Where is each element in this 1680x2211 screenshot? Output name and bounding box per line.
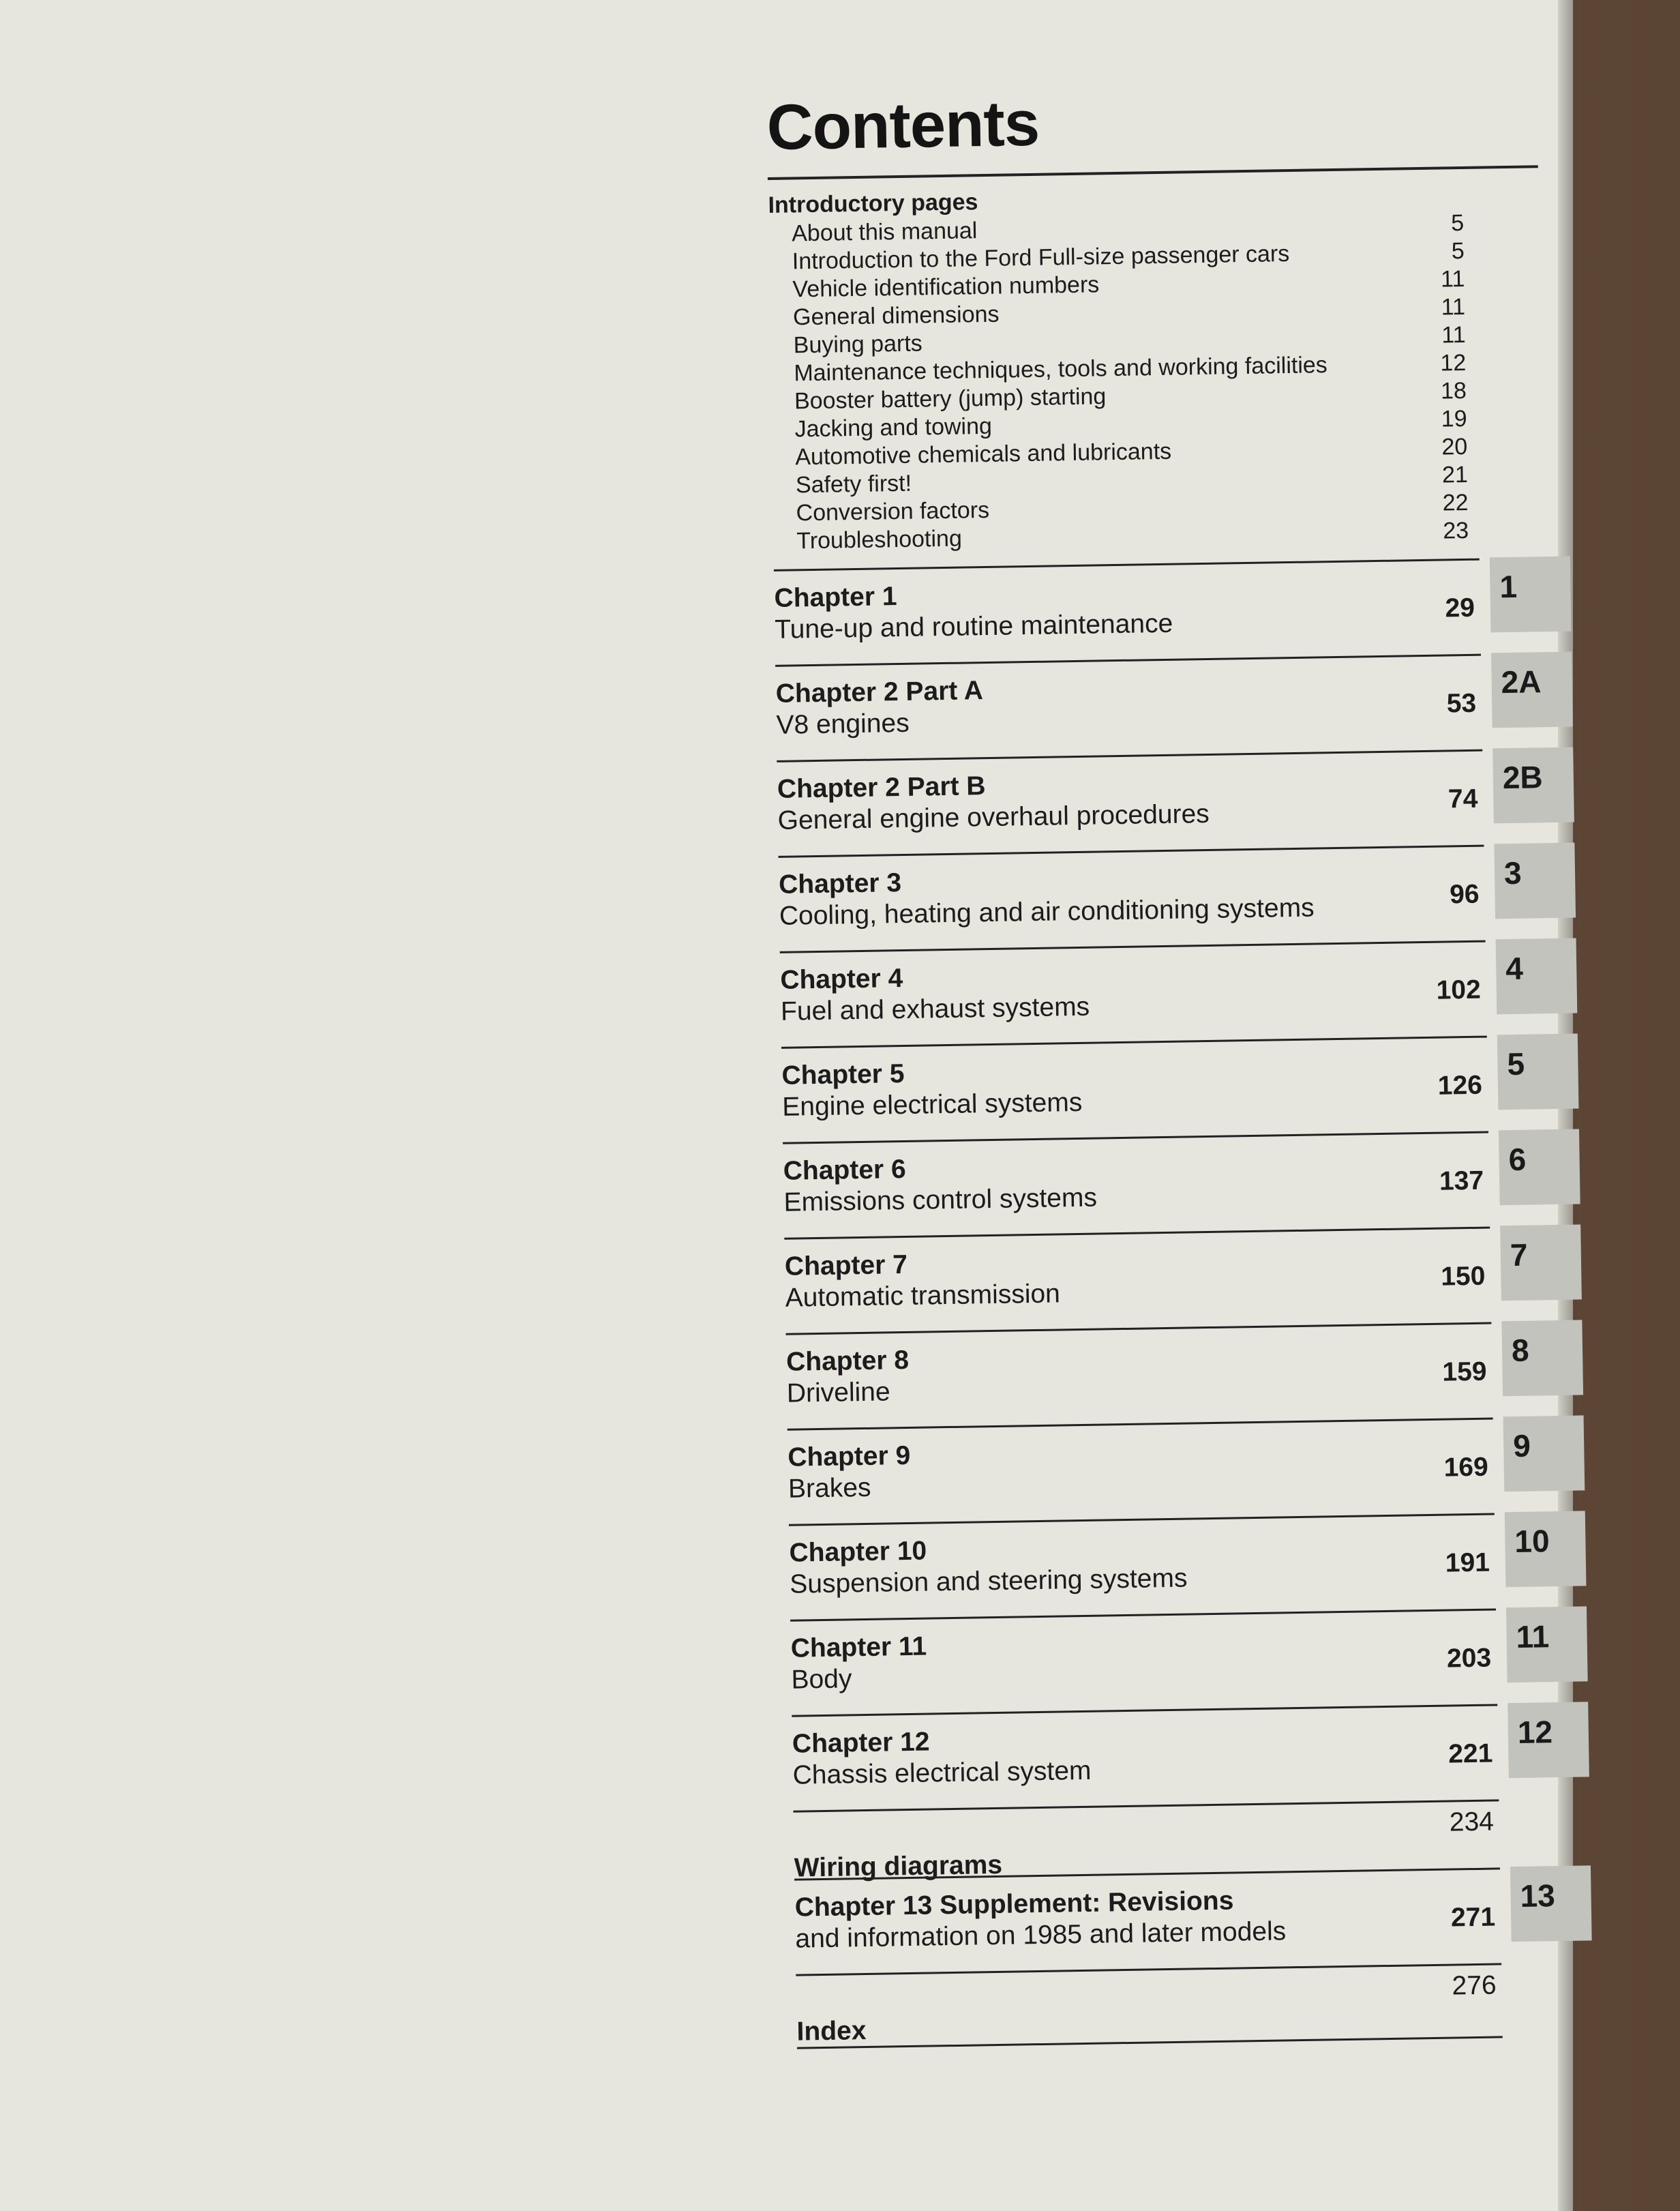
chapter-tab[interactable]: 6	[1499, 1129, 1580, 1205]
chapter-title: Body	[791, 1664, 852, 1695]
chapter-title: Tune-up and routine maintenance	[774, 608, 1173, 644]
chapter-number: Chapter 2 Part A	[775, 676, 984, 709]
chapter-page: 159	[1442, 1356, 1487, 1387]
chapter-list	[774, 557, 1567, 2049]
chapter-entry-13[interactable]	[794, 1867, 1556, 1974]
intro-item-page: 5	[1451, 237, 1465, 265]
chapter-tab[interactable]: 2A	[1491, 652, 1573, 728]
chapter-entry-1[interactable]	[774, 559, 1518, 665]
wiring-diagrams-entry[interactable]	[794, 1799, 1500, 1883]
chapter-entry-9[interactable]	[787, 1418, 1531, 1524]
intro-item-page: 22	[1442, 489, 1469, 516]
chapter-title: Engine electrical systems	[781, 1087, 1083, 1122]
chapter-entry-10[interactable]	[789, 1513, 1550, 1619]
chapter-entry-6[interactable]	[783, 1131, 1527, 1238]
chapter-tab[interactable]: 1	[1490, 557, 1572, 633]
chapter-tab[interactable]: 2B	[1492, 747, 1574, 824]
chapter-entry-11[interactable]	[790, 1608, 1550, 1715]
chapter-title: V8 engines	[776, 708, 910, 740]
intro-item-page: 12	[1440, 349, 1467, 376]
chapter-tab[interactable]: 13	[1510, 1865, 1592, 1942]
chapter-page: 126	[1437, 1070, 1483, 1101]
intro-item-label: Troubleshooting	[796, 525, 963, 554]
chapter-number: Chapter 8	[785, 1345, 910, 1377]
chapter-number: Chapter 13 Supplement: Revisions	[794, 1886, 1234, 1923]
entry-page: 276	[1452, 1970, 1497, 2001]
chapter-tab[interactable]: 8	[1501, 1320, 1583, 1396]
chapter-number: Chapter 3	[778, 868, 902, 900]
chapter-number: Chapter 1	[774, 582, 897, 613]
page-title: Contents	[766, 87, 1040, 163]
chapter-entry-2b[interactable]	[777, 750, 1544, 856]
chapter-tab[interactable]: 11	[1506, 1606, 1588, 1682]
intro-item-label: Conversion factors	[796, 496, 990, 526]
chapter-entry-4[interactable]	[780, 940, 1524, 1047]
intro-item-label: Automotive chemicals and lubricants	[795, 438, 1172, 471]
chapter-title: Chassis electrical system	[792, 1755, 1092, 1790]
chapter-page: 137	[1439, 1166, 1484, 1196]
chapter-title: General engine overhaul procedures	[777, 799, 1210, 835]
intro-item-label: About this manual	[791, 218, 978, 247]
chapter-title: Suspension and steering systems	[789, 1563, 1188, 1599]
intro-heading: Introductory pages	[768, 189, 978, 218]
chapter-number: Chapter 6	[783, 1154, 906, 1186]
chapter-tab[interactable]: 12	[1508, 1702, 1589, 1778]
chapter-entry-12[interactable]	[792, 1704, 1553, 1810]
intro-item-label: Buying parts	[793, 330, 923, 359]
intro-item-page: 11	[1441, 321, 1466, 348]
chapter-number: Chapter 7	[784, 1249, 908, 1281]
chapter-page: 74	[1448, 784, 1478, 814]
chapter-tab[interactable]: 3	[1494, 843, 1576, 919]
intro-item-label: Introduction to the Ford Full-size passenger cars	[792, 240, 1290, 275]
chapter-title: and information on 1985 and later models	[795, 1916, 1287, 1954]
contents-block	[766, 83, 1567, 2049]
intro-item-page: 21	[1441, 461, 1469, 488]
chapter-number: Chapter 11	[790, 1631, 927, 1663]
chapter-number: Chapter 2 Part B	[777, 771, 986, 804]
chapter-title: Cooling, heating and air conditioning systems	[779, 893, 1315, 931]
intro-item-page: 20	[1441, 433, 1468, 460]
chapter-entry-5[interactable]	[781, 1036, 1525, 1142]
chapter-page: 29	[1445, 593, 1475, 623]
intro-item-label: Maintenance techniques, tools and working facilities	[794, 352, 1328, 387]
entry-title: Wiring diagrams	[794, 1850, 1003, 1883]
chapter-page: 102	[1436, 975, 1482, 1005]
chapter-title: Emissions control systems	[783, 1183, 1098, 1217]
introductory-pages-section	[768, 169, 1469, 569]
chapter-page: 96	[1449, 879, 1480, 910]
entry-page: 234	[1449, 1807, 1495, 1837]
intro-item-page: 5	[1450, 209, 1465, 237]
chapter-number: Chapter 5	[781, 1058, 905, 1090]
intro-item-page: 11	[1441, 293, 1466, 321]
chapter-page: 271	[1450, 1902, 1496, 1933]
intro-item-label: Jacking and towing	[794, 413, 993, 443]
chapter-page: 169	[1443, 1452, 1489, 1483]
chapter-number: Chapter 9	[787, 1440, 911, 1472]
chapter-page: 150	[1440, 1261, 1486, 1292]
chapter-number: Chapter 10	[789, 1536, 927, 1568]
chapter-number: Chapter 4	[780, 964, 903, 995]
intro-item-label: General dimensions	[792, 301, 1000, 331]
intro-item-label: Safety first!	[795, 470, 912, 499]
chapter-tab[interactable]: 4	[1496, 938, 1578, 1014]
intro-list	[768, 209, 1469, 556]
chapter-title: Automatic transmission	[785, 1279, 1061, 1313]
chapter-entry-8[interactable]	[785, 1322, 1530, 1429]
chapter-title: Brakes	[787, 1472, 871, 1504]
chapter-entry-7[interactable]	[784, 1227, 1528, 1333]
chapter-tab[interactable]: 10	[1505, 1511, 1587, 1587]
chapter-page: 53	[1446, 688, 1477, 719]
entry-title: Index	[796, 2016, 867, 2047]
index-entry[interactable]	[796, 1963, 1503, 2049]
chapter-title: Driveline	[786, 1377, 890, 1408]
intro-item-page: 19	[1441, 405, 1467, 432]
chapter-page: 221	[1448, 1738, 1493, 1769]
chapter-number: Chapter 12	[792, 1727, 930, 1759]
intro-item-page: 18	[1440, 377, 1467, 404]
chapter-tab[interactable]: 7	[1500, 1224, 1582, 1301]
chapter-title: Fuel and exhaust systems	[780, 992, 1090, 1026]
intro-item-label: Booster battery (jump) starting	[794, 383, 1107, 415]
intro-item-label: Vehicle identification numbers	[792, 271, 1100, 303]
chapter-page: 191	[1445, 1547, 1490, 1578]
chapter-entry-3[interactable]	[778, 845, 1522, 951]
chapter-tab[interactable]: 5	[1497, 1033, 1579, 1110]
intro-item-page: 23	[1443, 517, 1469, 544]
chapter-tab[interactable]: 9	[1503, 1415, 1585, 1492]
chapter-entry-2a[interactable]	[775, 654, 1542, 760]
chapter-page: 203	[1446, 1643, 1492, 1674]
intro-item-page: 11	[1440, 265, 1465, 293]
